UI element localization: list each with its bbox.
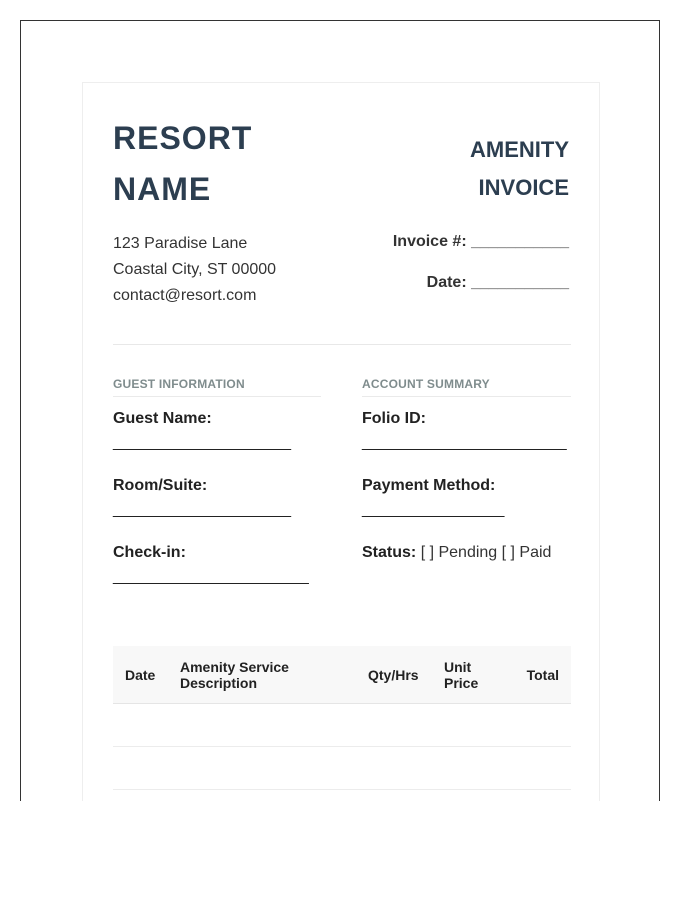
table-row: [113, 704, 571, 747]
invoice-number-field: [393, 233, 569, 251]
table-header-row: [113, 646, 571, 704]
invoice-sheet: [82, 82, 600, 801]
amenity-items-table: [113, 646, 571, 790]
status-field: [362, 544, 551, 562]
folio-id-blank: _______________________: [362, 434, 567, 451]
check-in-blank: ______________________: [113, 568, 309, 585]
folio-id-label: Folio ID:: [362, 410, 426, 427]
status-options: [ ] Pending [ ] Paid: [420, 544, 552, 561]
page-frame: [20, 20, 660, 801]
table-cell: [502, 704, 571, 747]
column-header-date: Date: [113, 646, 168, 704]
guest-information-heading: GUEST INFORMATION: [113, 377, 321, 397]
table-cell: [168, 704, 356, 747]
guest-name-field: [113, 410, 291, 452]
account-summary-heading: ACCOUNT SUMMARY: [362, 377, 571, 397]
invoice-date-label: Date:: [426, 274, 467, 291]
invoice-number-label: Invoice #:: [392, 233, 467, 250]
resort-name: RESORT NAME: [113, 120, 253, 207]
address-email: contact@resort.com: [113, 287, 257, 304]
payment-method-blank: ________________: [362, 501, 505, 518]
table-cell: [113, 747, 168, 790]
invoice-date-blank: ___________: [471, 274, 569, 291]
header-divider: [113, 344, 571, 345]
address-city: Coastal City, ST 00000: [113, 261, 277, 278]
room-suite-blank: ____________________: [113, 501, 291, 518]
column-header-qty: Qty/Hrs: [356, 646, 432, 704]
table-cell: [168, 747, 356, 790]
table-cell: [356, 704, 432, 747]
column-header-unit-price: Unit Price: [432, 646, 502, 704]
column-header-total: Total: [502, 646, 571, 704]
table-cell: [113, 704, 168, 747]
room-suite-field: [113, 477, 291, 519]
invoice-number-blank: ___________: [471, 233, 569, 250]
folio-id-field: [362, 410, 567, 452]
room-suite-label: Room/Suite:: [113, 477, 208, 494]
guest-name-blank: ____________________: [113, 434, 291, 451]
table-cell: [432, 747, 502, 790]
table-cell: [432, 704, 502, 747]
payment-method-label: Payment Method:: [362, 477, 496, 494]
table-cell: [356, 747, 432, 790]
check-in-field: [113, 544, 309, 586]
invoice-date-field: [427, 274, 569, 292]
document-title: AMENITY INVOICE: [470, 137, 569, 200]
guest-name-label: Guest Name:: [113, 410, 212, 427]
table-row: [113, 747, 571, 790]
resort-address: [113, 231, 276, 309]
payment-method-field: [362, 477, 504, 519]
address-street: 123 Paradise Lane: [113, 235, 248, 252]
column-header-description: Amenity Service Description: [168, 646, 356, 704]
check-in-label: Check-in:: [113, 544, 186, 561]
account-summary-section: [362, 377, 571, 561]
table-cell: [502, 747, 571, 790]
status-label: Status:: [362, 544, 417, 561]
guest-information-section: [113, 377, 321, 585]
